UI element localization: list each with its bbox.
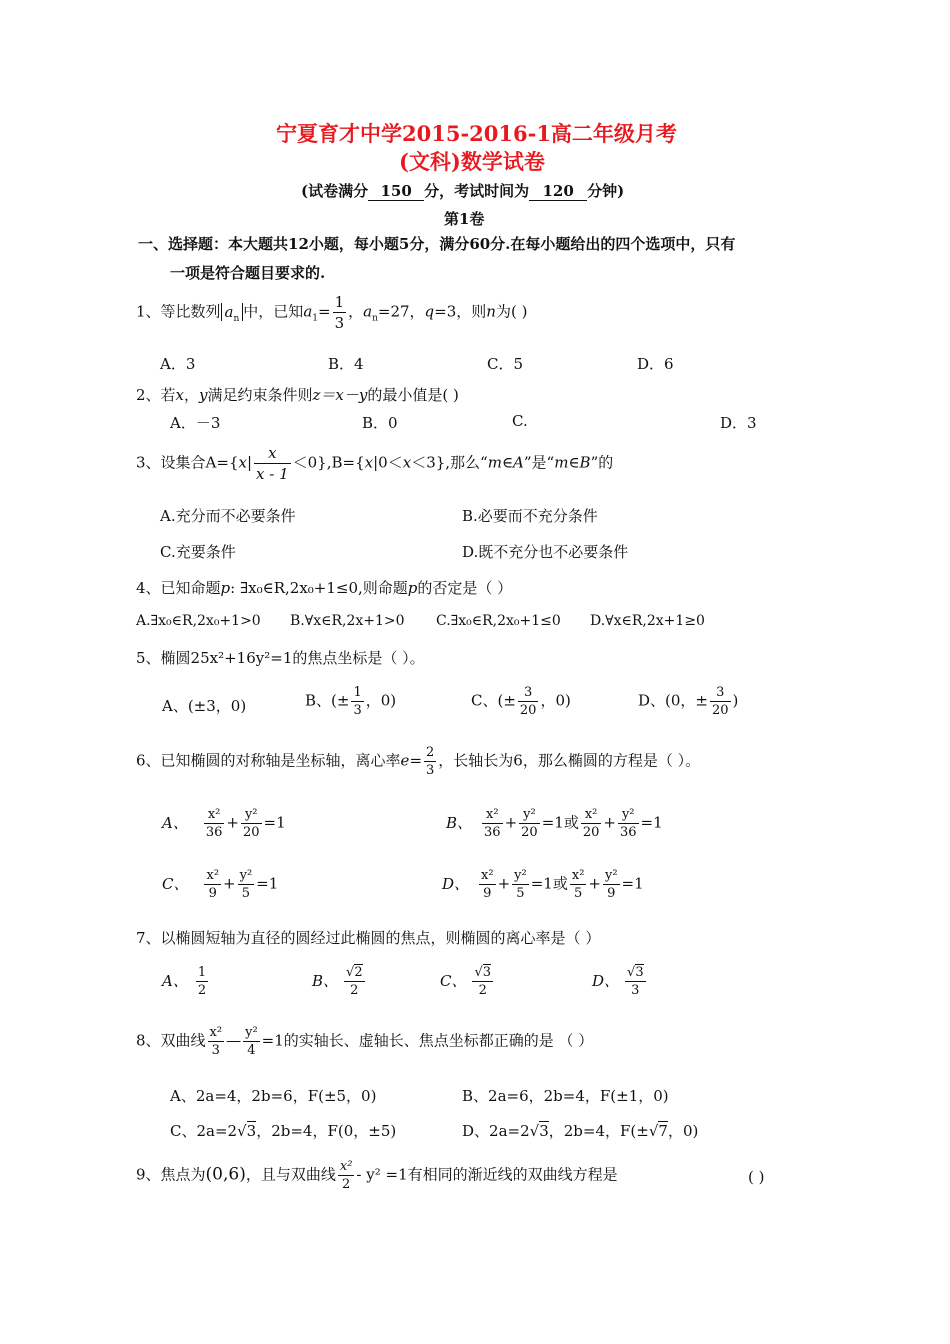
q6-c-den1: 9 [208,886,217,901]
q8-c-post: ，2b=4，F(0，±5) [256,1122,397,1140]
q6-c-label: C、 [162,874,189,893]
q6-a-den2: 20 [242,825,260,840]
q6-a-plus: + [226,813,239,832]
q5-b-den: 3 [353,703,362,718]
q4-tail: 的否定是（ ） [417,579,513,597]
q7-b-num: √2 [346,965,363,980]
q3-text7: ”是“ [523,453,555,472]
q6-d-plus: + [497,874,511,893]
q5-c-post: ，0) [540,691,571,710]
q6-b-num2: y² [519,806,540,824]
q6-text2: ，长轴长为6，那么椭圆的方程是（ ）。 [438,751,701,770]
q8-den1: 3 [211,1043,220,1058]
q6-b-num4: y² [618,806,639,824]
info-mid: 分，考试时间为 [424,182,530,200]
q6-d-frac2 [512,867,529,902]
question-2 [136,384,459,405]
q3-text2: ＜0},B={ [292,453,365,472]
q7-c-fraction [472,964,493,999]
q6-b-frac3 [581,806,602,841]
q6-b-frac4 [618,806,639,841]
q8-d-rad2: 7 [658,1122,668,1140]
q4-option-c[interactable]: C.∃x₀∈R,2x₀+1≤0 [436,613,561,629]
q5-option-c[interactable] [471,684,571,719]
q1-seq-sub: n [233,313,240,324]
q6-d-den3: 5 [573,886,583,901]
q2-text2: ， [184,386,200,404]
q9-text2: ，且与双曲线 [245,1165,336,1184]
q6-b-eq2: =1 [640,813,663,832]
q8-d-mid: ，2b=4，F(± [548,1122,649,1140]
q1-a1-sub: 1 [312,313,318,324]
q1-option-c[interactable]: C．5 [487,355,524,373]
q7-c-num: √3 [474,965,492,980]
q6-d-den1: 9 [483,886,492,901]
q8-den2: 4 [247,1043,256,1058]
exam-info [301,180,624,201]
q6-b-frac2 [519,806,540,841]
q6-a-num2: y² [241,806,262,824]
q1-frac-den: 3 [334,314,345,332]
q8-frac2 [243,1024,260,1059]
q3-frac-num: x [254,443,291,464]
exam-title-line1: 宁夏育才中学2015-2016-1高二年级月考 [276,121,677,146]
q1-frac-num: 1 [334,293,345,311]
q1-eq: = [318,302,331,321]
question-9 [136,1158,618,1193]
question-6 [136,744,700,779]
q6-b-label: B、 [446,813,473,832]
q3-text8: ”的 [590,453,614,472]
q6-d-den2: 5 [516,886,525,901]
section-heading: 一、选择题：本大题共12小题，每小题5分，满分60分.在每小题给出的四个选项中，只有 [138,235,736,253]
q5-c-num: 3 [518,684,539,702]
q9-rest: - y² =1有相同的渐近线的双曲线方程是 [356,1165,618,1184]
q9-text1: 9、焦点为 [136,1165,206,1184]
q9-answer-paren[interactable]: ( ) [748,1168,765,1186]
q1-seq [221,302,244,324]
q9-den: 2 [342,1177,351,1192]
q9-fraction [338,1158,355,1193]
q3-text4: |0＜ [373,453,403,472]
q3-frac-den: x - 1 [256,465,289,483]
q6-c-frac2 [238,867,255,902]
q6-d-num3: x² [571,868,585,883]
q6-frac-den: 3 [426,763,435,778]
q1-fraction [333,292,347,333]
q7-d-label: D、 [592,971,620,990]
q6-option-c[interactable] [162,867,278,902]
q6-option-b[interactable] [446,806,663,841]
q6-d-eq2: =1 [621,874,644,893]
question-5: 5、椭圆25x²+16y²=1的焦点坐标是（ ）。 [136,649,425,667]
q1-q: q [424,302,435,321]
q7-b-label: B、 [312,971,339,990]
q4-option-d[interactable]: D.∀x∈R,2x+1≥0 [590,613,705,629]
q6-a-label: A、 [162,813,188,832]
q3-option-d[interactable]: D.既不充分也不必要条件 [462,543,629,561]
q1-an-val: =27， [377,302,425,321]
q7-d-num: √3 [627,965,644,980]
q6-e: e [400,751,410,770]
q3-text6: ＜3},那么“ [411,453,488,472]
q3-fraction [254,443,291,484]
q6-a-eq: =1 [263,813,286,832]
q8-frac1 [208,1024,225,1059]
full-score: 150 [368,182,424,201]
q1-n: n [486,302,496,321]
q5-d-pre: D、(0，± [638,691,708,710]
q6-d-frac4 [603,867,620,902]
q6-d-plus2: + [588,874,601,893]
q2-option-d[interactable]: D．3 [720,414,757,432]
q1-a1: a [303,302,313,321]
q6-option-a[interactable] [162,806,286,841]
section-heading-cont: 一项是符合题目要求的. [170,264,326,282]
q1-mid: 中，已知 [243,302,304,321]
q6-b-or: 或 [563,813,579,832]
q2-option-b[interactable]: B．0 [362,414,398,432]
q3-text1: 3、设集合A={ [136,453,239,472]
q6-c-frac1 [204,867,221,902]
q5-d-den: 20 [712,703,729,718]
q7-a-den: 2 [197,983,207,998]
q1-comma: ， [348,302,364,321]
q6-d-or: 或 [552,874,568,893]
q6-eq: = [409,751,423,770]
q7-d-rad: 3 [635,965,644,980]
q8-num2: y² [245,1025,258,1040]
q5-c-den: 20 [519,703,537,718]
q2-y: y [199,386,208,404]
q6-b-plus2: + [603,813,616,832]
q8-d-post: ，0) [667,1122,699,1140]
q3-option-a[interactable]: A.充分而不必要条件 [160,507,296,525]
q1-an: a [363,302,373,321]
q9-point: (0,6) [205,1164,246,1185]
q7-c-label: C、 [440,971,467,990]
q3-text5: x [402,453,412,472]
q6-c-plus: + [223,874,236,893]
q6-d-frac3 [570,867,587,902]
q3-m1: m∈A [487,453,524,472]
q6-b-frac1 [482,806,503,841]
q5-b-num: 1 [353,685,362,700]
q6-b-den3: 20 [582,825,600,840]
question-7: 7、以椭圆短轴为直径的圆经过此椭圆的焦点，则椭圆的离心率是（ ） [136,929,601,947]
q7-d-fraction [625,964,646,999]
q2-option-c[interactable]: C. [512,412,528,430]
q8-d-pre: D、2a=2 [462,1122,530,1140]
q6-c-num2: y² [239,868,253,883]
q6-frac-num: 2 [426,745,435,760]
volume-label: 第1卷 [444,210,485,228]
q6-c-num1: x² [206,868,220,883]
q4-colon: : [230,579,236,597]
q6-b-den1: 36 [484,825,501,840]
q8-d-rad: 3 [539,1122,549,1140]
q8-option-d[interactable]: D、2a=2√3，2b=4，F(±√7，0) [462,1122,699,1140]
q6-d-eq: =1 [530,874,553,893]
q7-c-rad: 3 [482,965,492,980]
q1-an-sub: n [372,313,378,324]
q2-option-a[interactable]: A．－3 [170,414,221,432]
q6-c-eq: =1 [256,874,279,893]
q1-prefix: 1、等比数列 [136,302,221,321]
q7-a-label: A、 [162,971,188,990]
q5-d-num: 3 [710,684,731,702]
q6-d-num1: x² [481,868,494,883]
info-suffix: 分钟) [587,182,625,200]
q9-num: x² [339,1159,353,1174]
q6-b-plus: + [504,813,518,832]
q1-option-b[interactable]: B．4 [328,355,364,373]
q3-m2: m∈B [554,453,591,472]
q6-fraction [424,744,436,779]
q8-text2: =1的实轴长、虚轴长、焦点坐标都正确的是 （ ） [261,1031,594,1050]
q6-a-num1: x² [204,806,225,824]
q5-d-fraction [710,684,731,719]
q5-c-pre: C、(± [471,691,516,710]
q3-option-c[interactable]: C.充要条件 [160,543,236,561]
q1-q-val: =3，则 [434,302,487,321]
q7-option-d[interactable] [592,964,648,999]
q6-a-den1: 36 [205,825,223,840]
q5-option-d[interactable] [638,684,738,719]
q4-option-a[interactable]: A.∃x₀∈R,2x₀+1>0 [136,613,261,629]
q6-d-frac1 [479,867,496,902]
q7-option-a[interactable] [162,964,210,999]
question-8 [136,1024,593,1059]
q7-option-b[interactable] [312,964,367,999]
q2-x: x [175,386,185,404]
q7-a-num: 1 [197,965,207,980]
info-prefix: (试卷满分 [301,182,369,200]
q8-c-rad: 3 [246,1122,257,1140]
q3-bar: | [246,453,253,472]
exam-title-line2: (文科)数学试卷 [399,149,545,174]
q6-b-eq: =1 [541,813,564,832]
q3-x: x [238,453,247,472]
q8-c-pre: C、2a=2 [170,1122,238,1140]
q6-d-num4: y² [604,868,618,883]
q4-p: p [220,579,231,597]
q1-option-d[interactable]: D．6 [637,355,674,373]
q4-text: 4、已知命题 [136,579,221,597]
q6-option-d[interactable] [442,867,644,902]
q3-option-b[interactable]: B.必要而不充分条件 [462,507,598,525]
q6-b-den4: 36 [619,825,637,840]
q2-text1: 2、若 [136,386,176,404]
q7-b-fraction [344,964,365,999]
q6-d-label: D、 [442,874,470,893]
q5-c-fraction [518,684,539,719]
q6-b-den2: 20 [521,825,538,840]
q8-option-b[interactable]: B、2a=6，2b=4，F(±1，0) [462,1087,669,1105]
q5-b-post: ，0) [365,691,397,710]
q8-num1: x² [209,1025,223,1040]
q8-text1: 8、双曲线 [136,1031,206,1050]
q7-c-den: 2 [478,983,487,998]
q5-b-pre: B、(± [305,691,350,710]
q6-b-num1: x² [482,806,503,824]
question-1 [136,292,527,333]
q5-b-fraction [351,684,363,719]
q1-tail: 为( ) [495,302,528,321]
q4-option-b[interactable]: B.∀x∈R,2x+1>0 [290,613,405,629]
q6-d-num2: y² [514,868,527,883]
q6-d-den4: 9 [607,886,616,901]
q6-c-den2: 5 [241,886,251,901]
q7-d-den: 3 [631,983,640,998]
q5-option-a[interactable]: A、(±3，0) [162,697,247,715]
q4-body: ∃x₀∈R,2x₀+1≤0,则命题 [240,579,408,597]
exam-time: 120 [529,182,587,201]
q6-a-frac2 [241,806,262,841]
q1-seq-a: a [224,302,234,321]
q6-a-frac1 [204,806,225,841]
q7-b-den: 2 [350,983,359,998]
q3-text3: x [364,453,374,472]
q8-option-a[interactable]: A、2a=4，2b=6，F(±5，0) [170,1087,377,1105]
q1-option-a[interactable]: A．3 [160,355,196,373]
q7-b-rad: 2 [354,965,363,980]
q7-option-c[interactable] [440,964,495,999]
q8-option-c[interactable]: C、2a=2√3，2b=4，F(0，±5) [170,1122,397,1140]
q2-text4: 的最小值是( ) [367,386,459,404]
q6-b-num3: x² [581,806,602,824]
q5-option-b[interactable] [305,684,396,719]
question-4 [136,577,512,598]
question-3 [136,443,613,484]
q5-d-post: ) [732,691,739,710]
q2-text3: 满足约束条件则 [207,386,313,404]
q6-text1: 6、已知椭圆的对称轴是坐标轴，离心率 [136,751,401,770]
q4-p2: p [407,579,418,597]
q2-expr: z＝x－y [312,386,368,404]
q8-minus: — [226,1031,242,1050]
q7-a-fraction [196,964,208,999]
